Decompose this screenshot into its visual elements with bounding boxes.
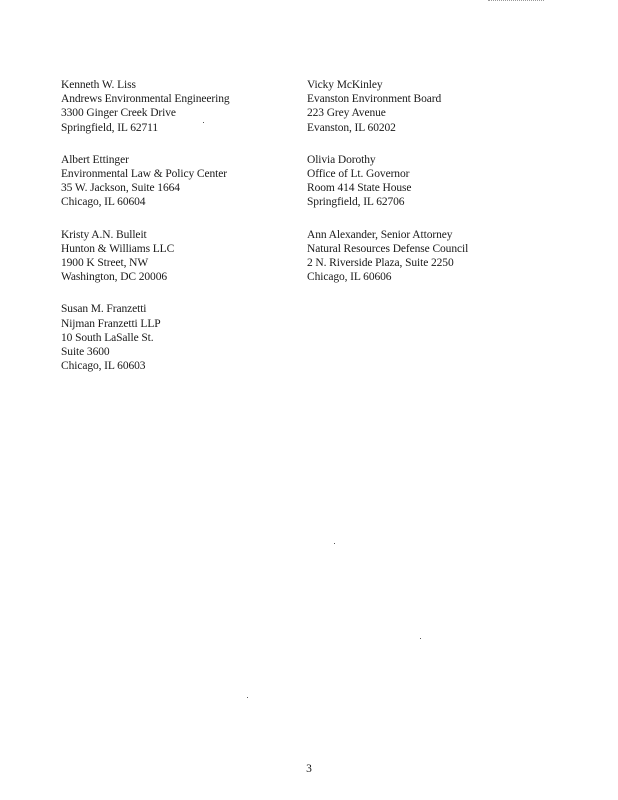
header-scan-mark xyxy=(488,0,544,5)
street-address: 1900 K Street, NW xyxy=(61,257,149,270)
recipient-name: Vicky McKinley xyxy=(307,79,383,91)
street-address: 35 W. Jackson, Suite 1664 xyxy=(61,182,180,195)
address-block xyxy=(61,153,291,210)
organization: Andrews Environmental Engineering xyxy=(61,93,230,106)
recipient-name: Ann Alexander, Senior Attorney xyxy=(307,228,453,241)
organization: Natural Resources Defense Council xyxy=(307,242,469,255)
address-block xyxy=(61,78,291,135)
address-block xyxy=(61,302,291,373)
address-block xyxy=(307,153,537,210)
city-state-zip: Chicago, IL 60604 xyxy=(61,196,146,209)
city-state-zip: Chicago, IL 60603 xyxy=(61,360,146,373)
city-state-zip: Chicago, IL 60606 xyxy=(307,271,392,284)
address-block xyxy=(307,228,537,285)
recipient-name: Albert Ettinger xyxy=(61,153,129,166)
street-address: 10 South LaSalle St. xyxy=(61,331,154,344)
recipient-name: Susan M. Franzetti xyxy=(61,303,147,316)
scan-speck xyxy=(420,638,421,639)
street-address: 223 Grey Avenue xyxy=(307,107,386,120)
street-address: 2 N. Riverside Plaza, Suite 2250 xyxy=(307,257,454,270)
suite: Suite 3600 xyxy=(61,346,110,359)
recipient-name: Olivia Dorothy xyxy=(307,153,376,166)
street-address: Room 414 State House xyxy=(307,182,412,195)
left-address-column xyxy=(61,78,291,391)
organization: Evanston Environment Board xyxy=(307,93,442,106)
city-state-zip: Springfield, IL 62711 xyxy=(61,121,159,134)
organization: Nijman Franzetti LLP xyxy=(61,317,161,330)
address-block xyxy=(307,78,537,135)
city-state-zip: Washington, DC 20006 xyxy=(61,271,168,284)
scan-speck xyxy=(247,697,248,698)
right-address-column xyxy=(307,78,537,302)
street-address: 3300 Ginger Creek Drive xyxy=(61,107,176,120)
recipient-name: Kenneth W. Liss xyxy=(61,79,136,91)
organization: Environmental Law & Policy Center xyxy=(61,168,227,181)
page-number: 3 xyxy=(306,763,312,775)
scan-speck xyxy=(203,122,204,123)
organization: Office of Lt. Governor xyxy=(307,168,410,181)
city-state-zip: Springfield, IL 62706 xyxy=(307,196,405,209)
address-block xyxy=(61,228,291,285)
scan-speck xyxy=(334,543,335,544)
organization: Hunton & Williams LLC xyxy=(61,242,175,255)
city-state-zip: Evanston, IL 60202 xyxy=(307,121,396,134)
recipient-name: Kristy A.N. Bulleit xyxy=(61,228,147,241)
